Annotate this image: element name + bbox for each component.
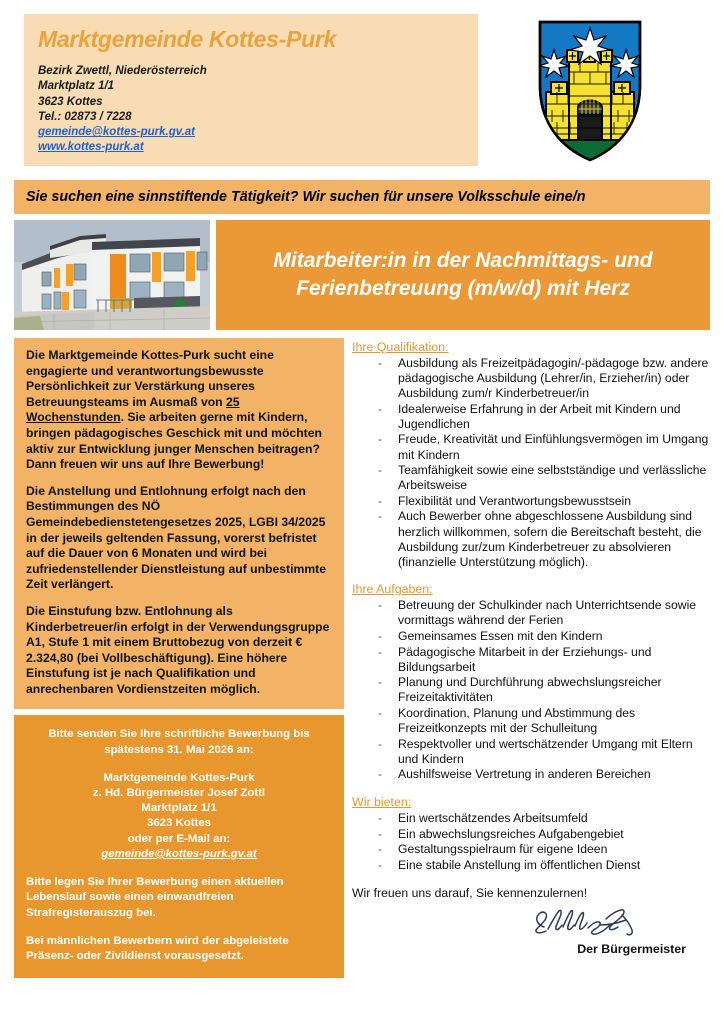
subtitle-bar — [14, 180, 710, 214]
intro-p1-hours: 25 Wochenstunden — [26, 394, 240, 425]
mayor-label: Der Bürgermeister — [577, 941, 686, 956]
apply-address-line-4: 3623 Kottes — [147, 817, 211, 830]
header-website-link[interactable]: www.kottes-purk.at — [38, 141, 144, 154]
apply-gap — [26, 758, 332, 771]
list-item: - Gemeinsames Essen mit den Kindern — [356, 629, 710, 644]
application-panel — [14, 715, 344, 978]
mayor-signature-icon — [526, 905, 656, 941]
school-building-photo — [14, 220, 210, 330]
intro-paragraph-2: Die Anstellung und Entlohnung erfolgt nach den Bestimmungen des NÖ Gemeindebedienstetengesetzes 2025, LGBI 34/2025 in der jeweils geltenden Fassung, vorerst befristet auf die Dauer von 6 Monaten und wird bei zufriedenstellender Dienstleistung auf unbestimmte Zeit verlängert. — [26, 483, 326, 592]
list-item: - Planung und Durchführung abwechslungsreicher Freizeitaktivitäten — [356, 675, 710, 705]
job-title-line1: Mitarbeiter:in in der Nachmittags- und — [273, 249, 653, 272]
apply-email-text: gemeinde@kottes-purk.gv.at — [101, 847, 257, 860]
header-city: 3623 Kottes — [38, 95, 103, 108]
list-item: - Freude, Kreativität und Einfühlungsvermögen im Umgang mit Kindern — [356, 432, 710, 462]
header-band — [24, 14, 478, 166]
list-item: - Respektvoller und wertschätzender Umgang mit Eltern und Kindern — [356, 737, 710, 767]
list-item: - Ausbildung als Freizeitpädagogin/-pädagoge bzw. andere pädagogische Ausbildung (Lehrer/in, Erzieher/in) oder Ausbildung zum/r Kinderbetreuer/in — [356, 356, 710, 401]
header-street: Marktplatz 1/1 — [38, 80, 115, 93]
qualification-list — [356, 356, 710, 570]
apply-address-line-2: z. Hd. Bürgermeister Josef Zottl — [92, 787, 266, 800]
section-gap-2 — [352, 783, 710, 795]
note-military-service: Bei männlichen Bewerbern wird der abgeleistete Präsenz- oder Zivildienst vorausgesetzt. — [26, 934, 289, 962]
apply-email-link[interactable] — [26, 847, 332, 862]
apply-or-email-label: oder per E-Mail an: — [127, 832, 231, 845]
note-gap-1 — [26, 862, 332, 875]
header-phone: Tel.: 02873 / 7228 — [38, 110, 132, 123]
subtitle-text: Sie suchen eine sinnstiftende Tätigkeit? Wir suchen für unsere Volksschule eine/n — [26, 189, 586, 205]
offer-list — [356, 811, 710, 873]
header-email-link[interactable]: gemeinde@kottes-purk.gv.at — [38, 126, 195, 139]
intro-paragraph-3: Die Einstufung bzw. Entlohnung als Kinderbetreuer/in erfolgt in der Verwendungsgruppe A1, Stufe 1 mit einem Bruttobezug von derzeit € 2.324,80 (bei Vollbeschäftigung). Eine höhere Einstufung ist je nach Qualifikation und anrechenbaren Vordienstzeiten möglich. — [26, 603, 330, 696]
apply-intro-a: Bitte senden Sie Ihre schriftliche Bewerbung bis spätestens — [48, 728, 310, 756]
job-title-text — [273, 247, 652, 303]
coat-of-arms-icon — [526, 14, 654, 166]
list-item: - Aushilfsweise Vertretung in anderen Bereichen — [356, 767, 710, 782]
apply-deadline-date: 31. Mai 2026 — [166, 743, 234, 756]
note-cv: Bitte legen Sie Ihrer Bewerbung einen aktuellen Lebenslauf sowie einen einwandfreien Strafregisterauszug bei. — [26, 876, 284, 919]
offer-heading: Wir bieten: — [352, 794, 412, 809]
intro-p1-part-b: . Sie arbeiten gerne mit Kindern, bringen pädagogisches Geschick mit und möchten aktiv zur Entwicklung junger Menschen beitragen? Dann freuen wir uns auf Ihre Bewerbung! — [26, 410, 322, 472]
left-column — [14, 338, 344, 978]
list-item: - Teamfähigkeit sowie eine selbstständige und verlässliche Arbeitsweise — [356, 463, 710, 493]
header-district: Bezirk Zwettl, Niederösterreich — [38, 65, 207, 77]
list-item: - Eine stabile Anstellung im öffentlichen Dienst — [356, 858, 710, 873]
list-item: - Ein abwechslungsreiches Aufgabengebiet — [356, 827, 710, 842]
note-gap-2 — [26, 921, 332, 934]
signature-block — [352, 905, 710, 956]
apply-address-line-1: Marktgemeinde Kottes-Purk — [103, 771, 255, 784]
list-item: - Koordination, Planung und Abstimmung des Freizeitkonzepts mit der Schulleitung — [356, 706, 710, 736]
section-gap-1 — [352, 570, 710, 582]
list-item: - Idealerweise Erfahrung in der Arbeit mit Kindern und Jugendlichen — [356, 402, 710, 432]
tasks-heading: Ihre Aufgaben: — [352, 582, 433, 597]
list-item: - Flexibilität und Verantwortungsbewusstsein — [356, 494, 710, 509]
list-item: - Auch Bewerber ohne abgeschlossene Ausbildung sind herzlich willkommen, sofern die Bereitschaft besteht, die Ausbildung zur/zum Kinderbetreuer zu absolvieren (finanzielle Unterstützung möglich). — [356, 509, 710, 569]
apply-address-line-3: Marktplatz 1/1 — [141, 802, 217, 815]
list-item: - Betreuung der Schulkinder nach Unterrichtsende sowie vormittags während der Ferien — [356, 598, 710, 628]
apply-deadline-line — [26, 727, 332, 757]
tasks-list — [356, 598, 710, 782]
employment-info-panel — [14, 338, 344, 709]
closing-sentence: Wir freuen uns darauf, Sie kennenzulernen! — [352, 885, 588, 900]
header-contact-block — [38, 64, 207, 156]
qualification-heading: Ihre Qualifikation: — [352, 340, 449, 354]
intro-paragraph-1 — [26, 348, 332, 473]
municipality-title: Marktgemeinde Kottes-Purk — [38, 26, 336, 52]
list-item: - Pädagogische Mitarbeit in der Erziehungs- und Bildungsarbeit — [356, 645, 710, 675]
intro-p1-part-a: Die Marktgemeinde Kottes-Purk sucht eine engagierte und verantwortungsbewusste Persönlichkeit zur Verstärkung unseres Betreuungsteams im Ausmaß von — [26, 348, 274, 409]
list-item: - Ein wertschätzendes Arbeitsumfeld — [356, 811, 710, 826]
right-column — [352, 340, 710, 956]
job-title-line2: Ferienbetreuung (m/w/d) mit Herz — [296, 277, 630, 300]
job-title-banner — [216, 220, 710, 330]
apply-intro-b: an: — [233, 743, 254, 756]
list-item: - Gestaltungsspielraum für eigene Ideen — [356, 842, 710, 857]
